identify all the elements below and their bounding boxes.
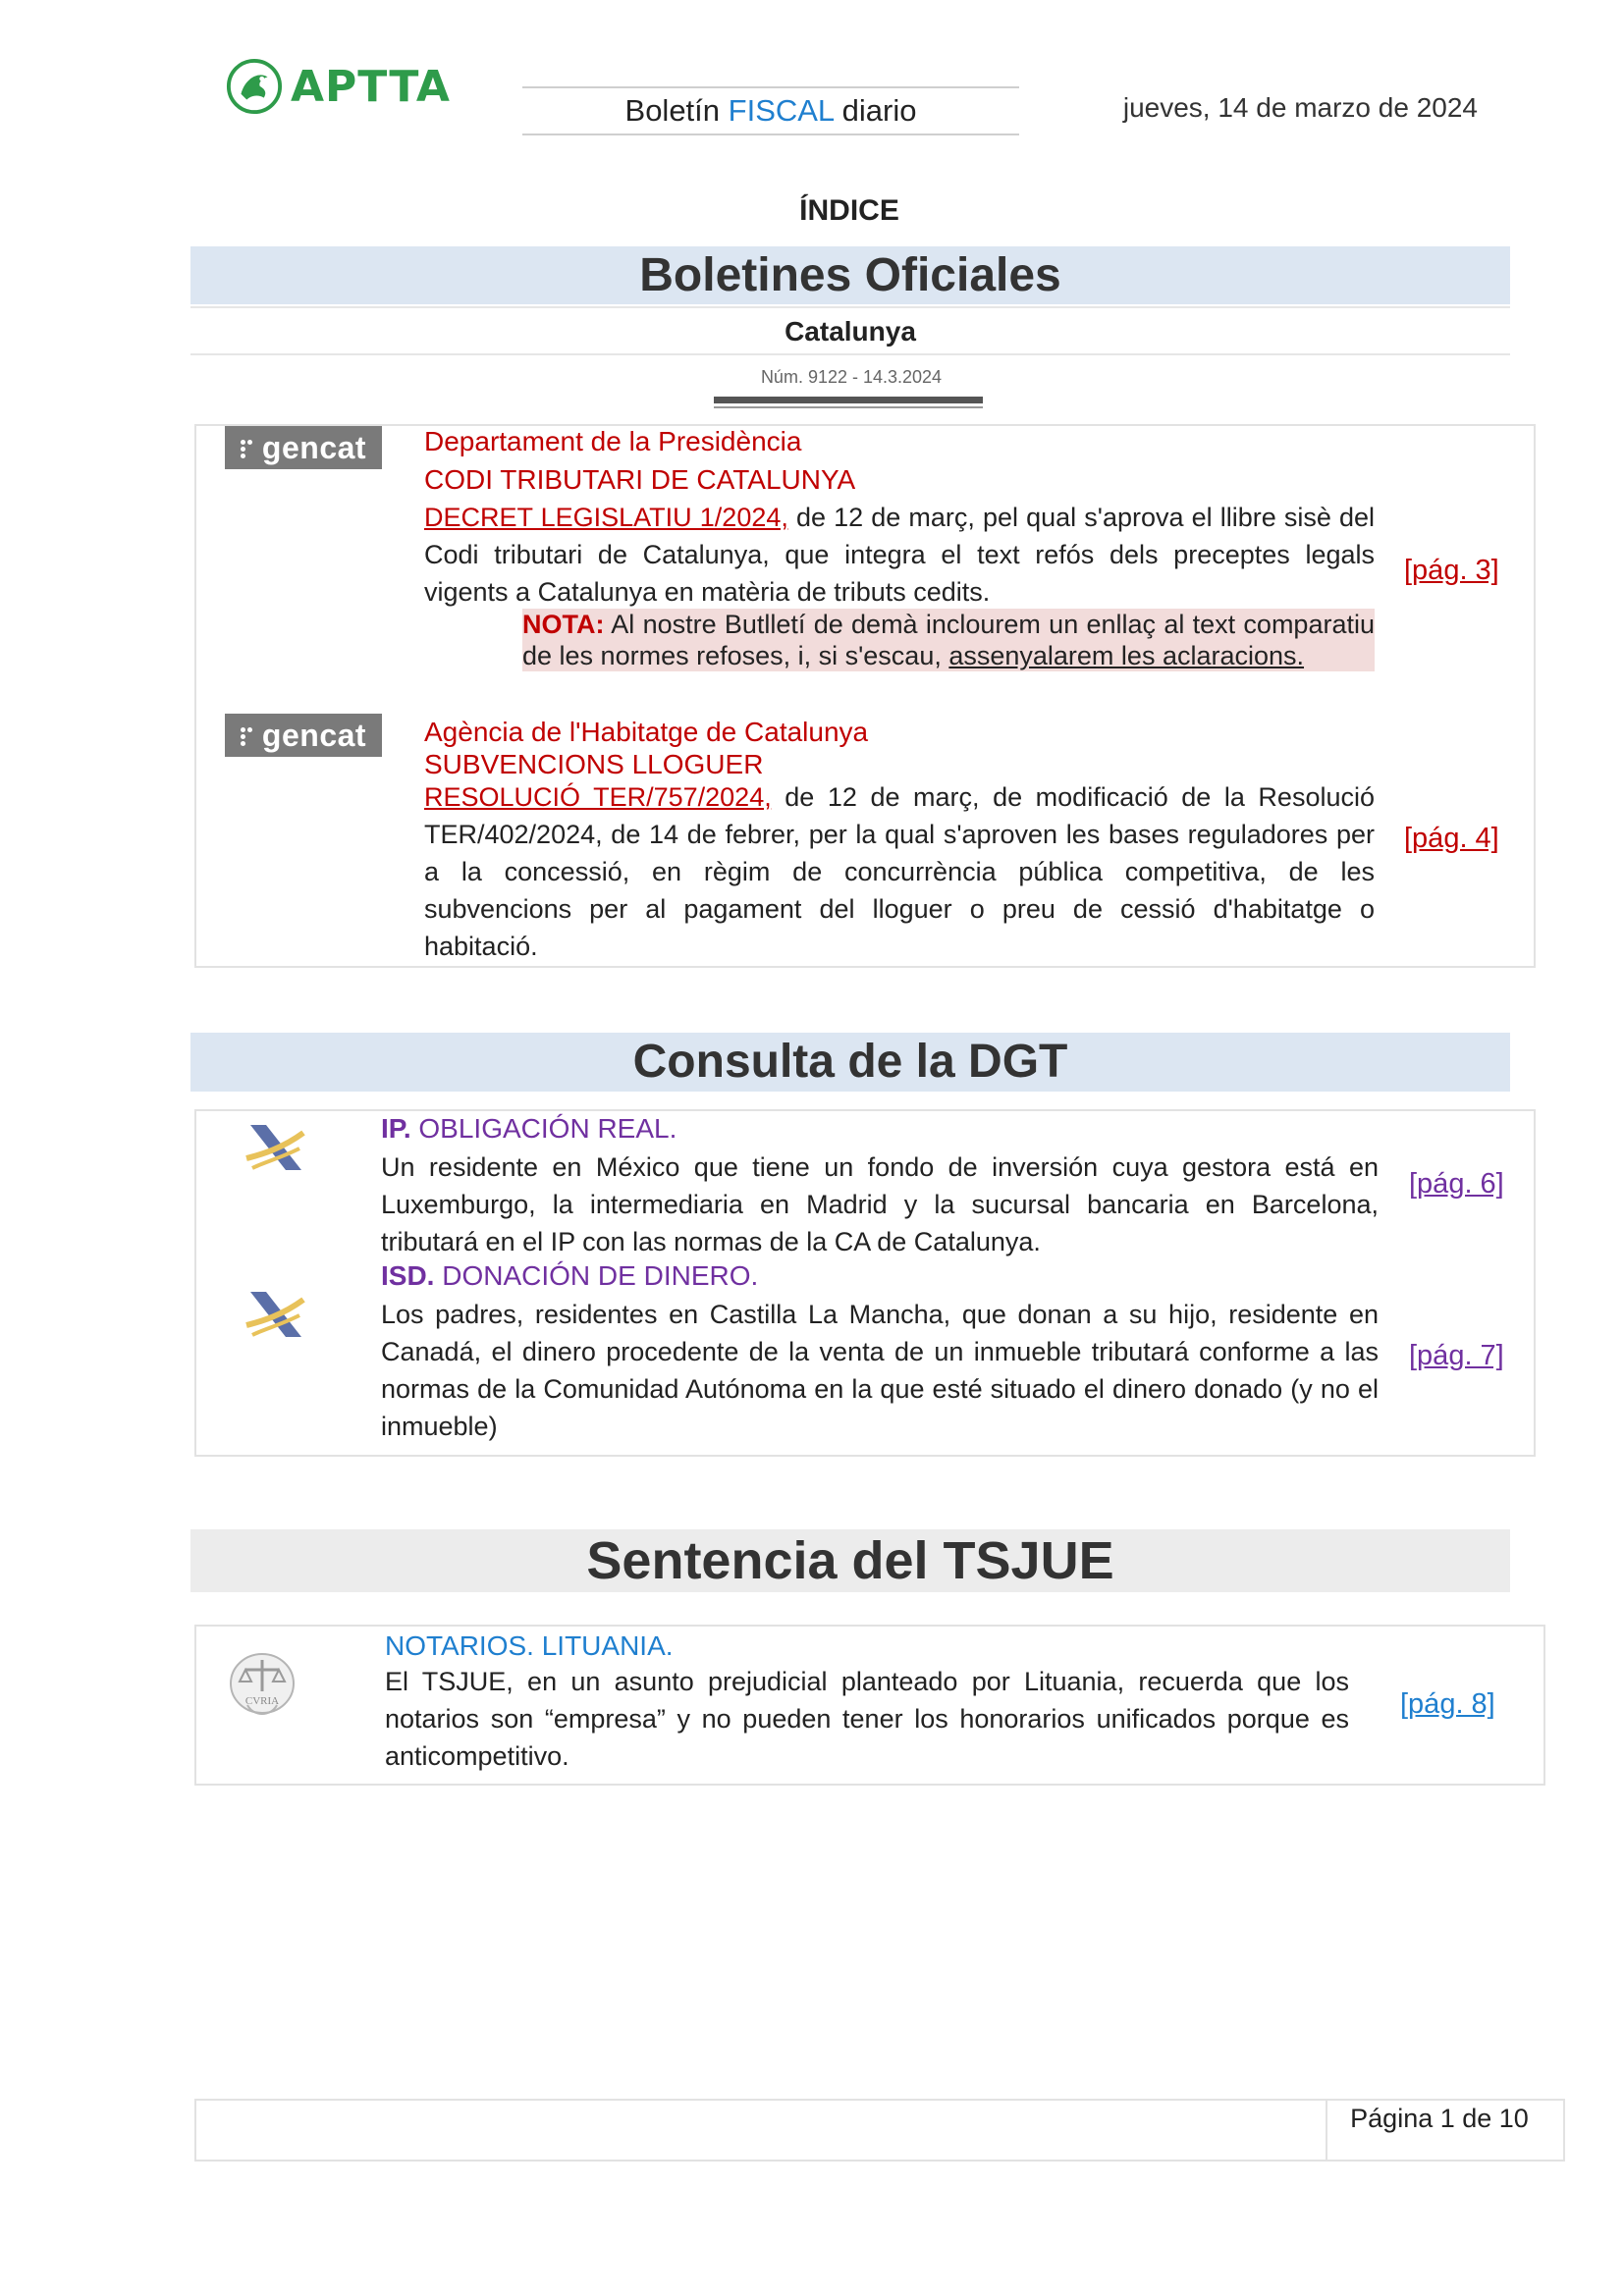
section-title-boletines: Boletines Oficiales xyxy=(639,249,1061,301)
gencat-dots-icon xyxy=(241,724,258,746)
aeat-logo-icon xyxy=(243,1119,311,1176)
item-body: de 12 de març, de modificació de la Resolució TER/402/2024, de 14 de febrer, per la qual s'aproven les bases reguladores per a la concessió, en règim de concurrència pública competitiva, de les subvencions per al pagament del lloguer o preu de cessió d'habitatge o habitació. xyxy=(424,782,1375,961)
nota-label: NOTA: xyxy=(522,610,605,639)
item-body: de 12 de març, pel qual s'aprova el llibre sisè del Codi tributari de Catalunya, que integra el text refós dels preceptes legals vigents a Catalunya en matèria de tributs cedits. xyxy=(424,503,1376,607)
dgt-topic: DONACIÓN DE DINERO. xyxy=(434,1260,759,1291)
curia-emblem-icon xyxy=(226,1644,298,1725)
bulletin-title-prefix: Boletín xyxy=(624,93,729,128)
bulletin-title-fiscal: FISCAL xyxy=(728,93,835,128)
dgt-item-body: Un residente en México que tiene un fondo de inversión cuya gestora está en Luxemburgo, la intermediaria en Madrid y la sucursal bancaria en Barcelona, tributará en el IP con las normas de la CA de Catalunya. xyxy=(381,1152,1379,1256)
gencat-logo xyxy=(225,714,382,757)
curia-logo-text: CVRIA xyxy=(244,1695,280,1707)
page-link-8[interactable]: [pág. 8] xyxy=(1400,1688,1495,1720)
divider-line xyxy=(190,353,1510,355)
curia-logo xyxy=(226,1644,298,1725)
item-description xyxy=(424,499,1375,611)
page-link-4[interactable]: [pág. 4] xyxy=(1404,823,1499,854)
gencat-logo xyxy=(225,426,382,469)
section-band-tsjue xyxy=(190,1529,1510,1592)
section-band-dgt xyxy=(190,1033,1510,1092)
item-department: Departament de la Presidència xyxy=(424,426,802,456)
divider-line xyxy=(190,306,1510,308)
section-title-dgt: Consulta de la DGT xyxy=(632,1036,1068,1088)
index-title: ÍNDICE xyxy=(799,194,899,227)
dgt-topic: OBLIGACIÓN REAL. xyxy=(410,1113,677,1144)
nota-underlined: assenyalarem les aclaracions. xyxy=(948,641,1305,670)
bulletin-title xyxy=(522,86,1019,135)
aptta-logo-text: APTTA xyxy=(291,61,451,112)
item-description xyxy=(424,778,1375,965)
item-topic: SUBVENCIONS LLOGUER xyxy=(424,749,764,779)
footer-page-number: Página 1 de 10 xyxy=(1350,2104,1529,2133)
dgt-tax: ISD. xyxy=(381,1260,435,1291)
nota-note xyxy=(522,609,1375,671)
item-topic: CODI TRIBUTARI DE CATALUNYA xyxy=(424,464,856,495)
gencat-logo-text: gencat xyxy=(261,717,367,753)
gencat-dots-icon xyxy=(241,437,258,458)
footer-separator xyxy=(1326,2101,1327,2160)
header-date: jueves, 14 de marzo de 2024 xyxy=(1122,92,1478,123)
dgt-item-title xyxy=(381,1260,758,1292)
resolution-link[interactable]: RESOLUCIÓ TER/757/2024, xyxy=(424,782,772,812)
aeat-logo-icon xyxy=(243,1286,311,1343)
tsjue-topic: NOTARIOS. LITUANIA. xyxy=(385,1630,674,1661)
aptta-emblem-icon xyxy=(226,58,283,115)
dgt-item-title xyxy=(381,1113,677,1145)
page-link-6[interactable]: [pág. 6] xyxy=(1409,1168,1504,1200)
page-link-7[interactable]: [pág. 7] xyxy=(1409,1340,1504,1371)
issue-number: Núm. 9122 - 14.3.2024 xyxy=(760,367,943,387)
aptta-logo xyxy=(226,57,457,116)
section-band-boletines xyxy=(190,246,1510,304)
issue-underline xyxy=(714,406,983,408)
decree-link[interactable]: DECRET LEGISLATIU 1/2024, xyxy=(424,503,788,532)
dgt-item-body: Los padres, residentes en Castilla La Mancha, que donan a su hijo, residente en Canadá, el dinero procedente de la venta de un inmueble tributará conforme a las normas de la Comunidad Autónoma en la que esté situado el dinero donado (y no el inmueble) xyxy=(381,1300,1379,1441)
bulletin-title-suffix: diario xyxy=(834,93,917,128)
issue-underline xyxy=(714,397,983,403)
nota-text: Al nostre Butlletí de demà inclourem un enllaç al text comparatiu de les normes refoses, i, si s'escau, xyxy=(522,610,1375,670)
section-title-tsjue: Sentencia del TSJUE xyxy=(586,1531,1114,1590)
gencat-logo-text: gencat xyxy=(261,429,367,465)
item-department: Agència de l'Habitatge de Catalunya xyxy=(424,717,869,747)
region-title: Catalunya xyxy=(785,316,916,347)
page-link-3[interactable]: [pág. 3] xyxy=(1404,555,1499,586)
dgt-tax: IP. xyxy=(381,1113,411,1144)
tsjue-body: El TSJUE, en un asunto prejudicial planteado por Lituania, recuerda que los notarios son “empresa” y no pueden tener los honorarios unificados porque es anticompetitivo. xyxy=(385,1667,1349,1771)
